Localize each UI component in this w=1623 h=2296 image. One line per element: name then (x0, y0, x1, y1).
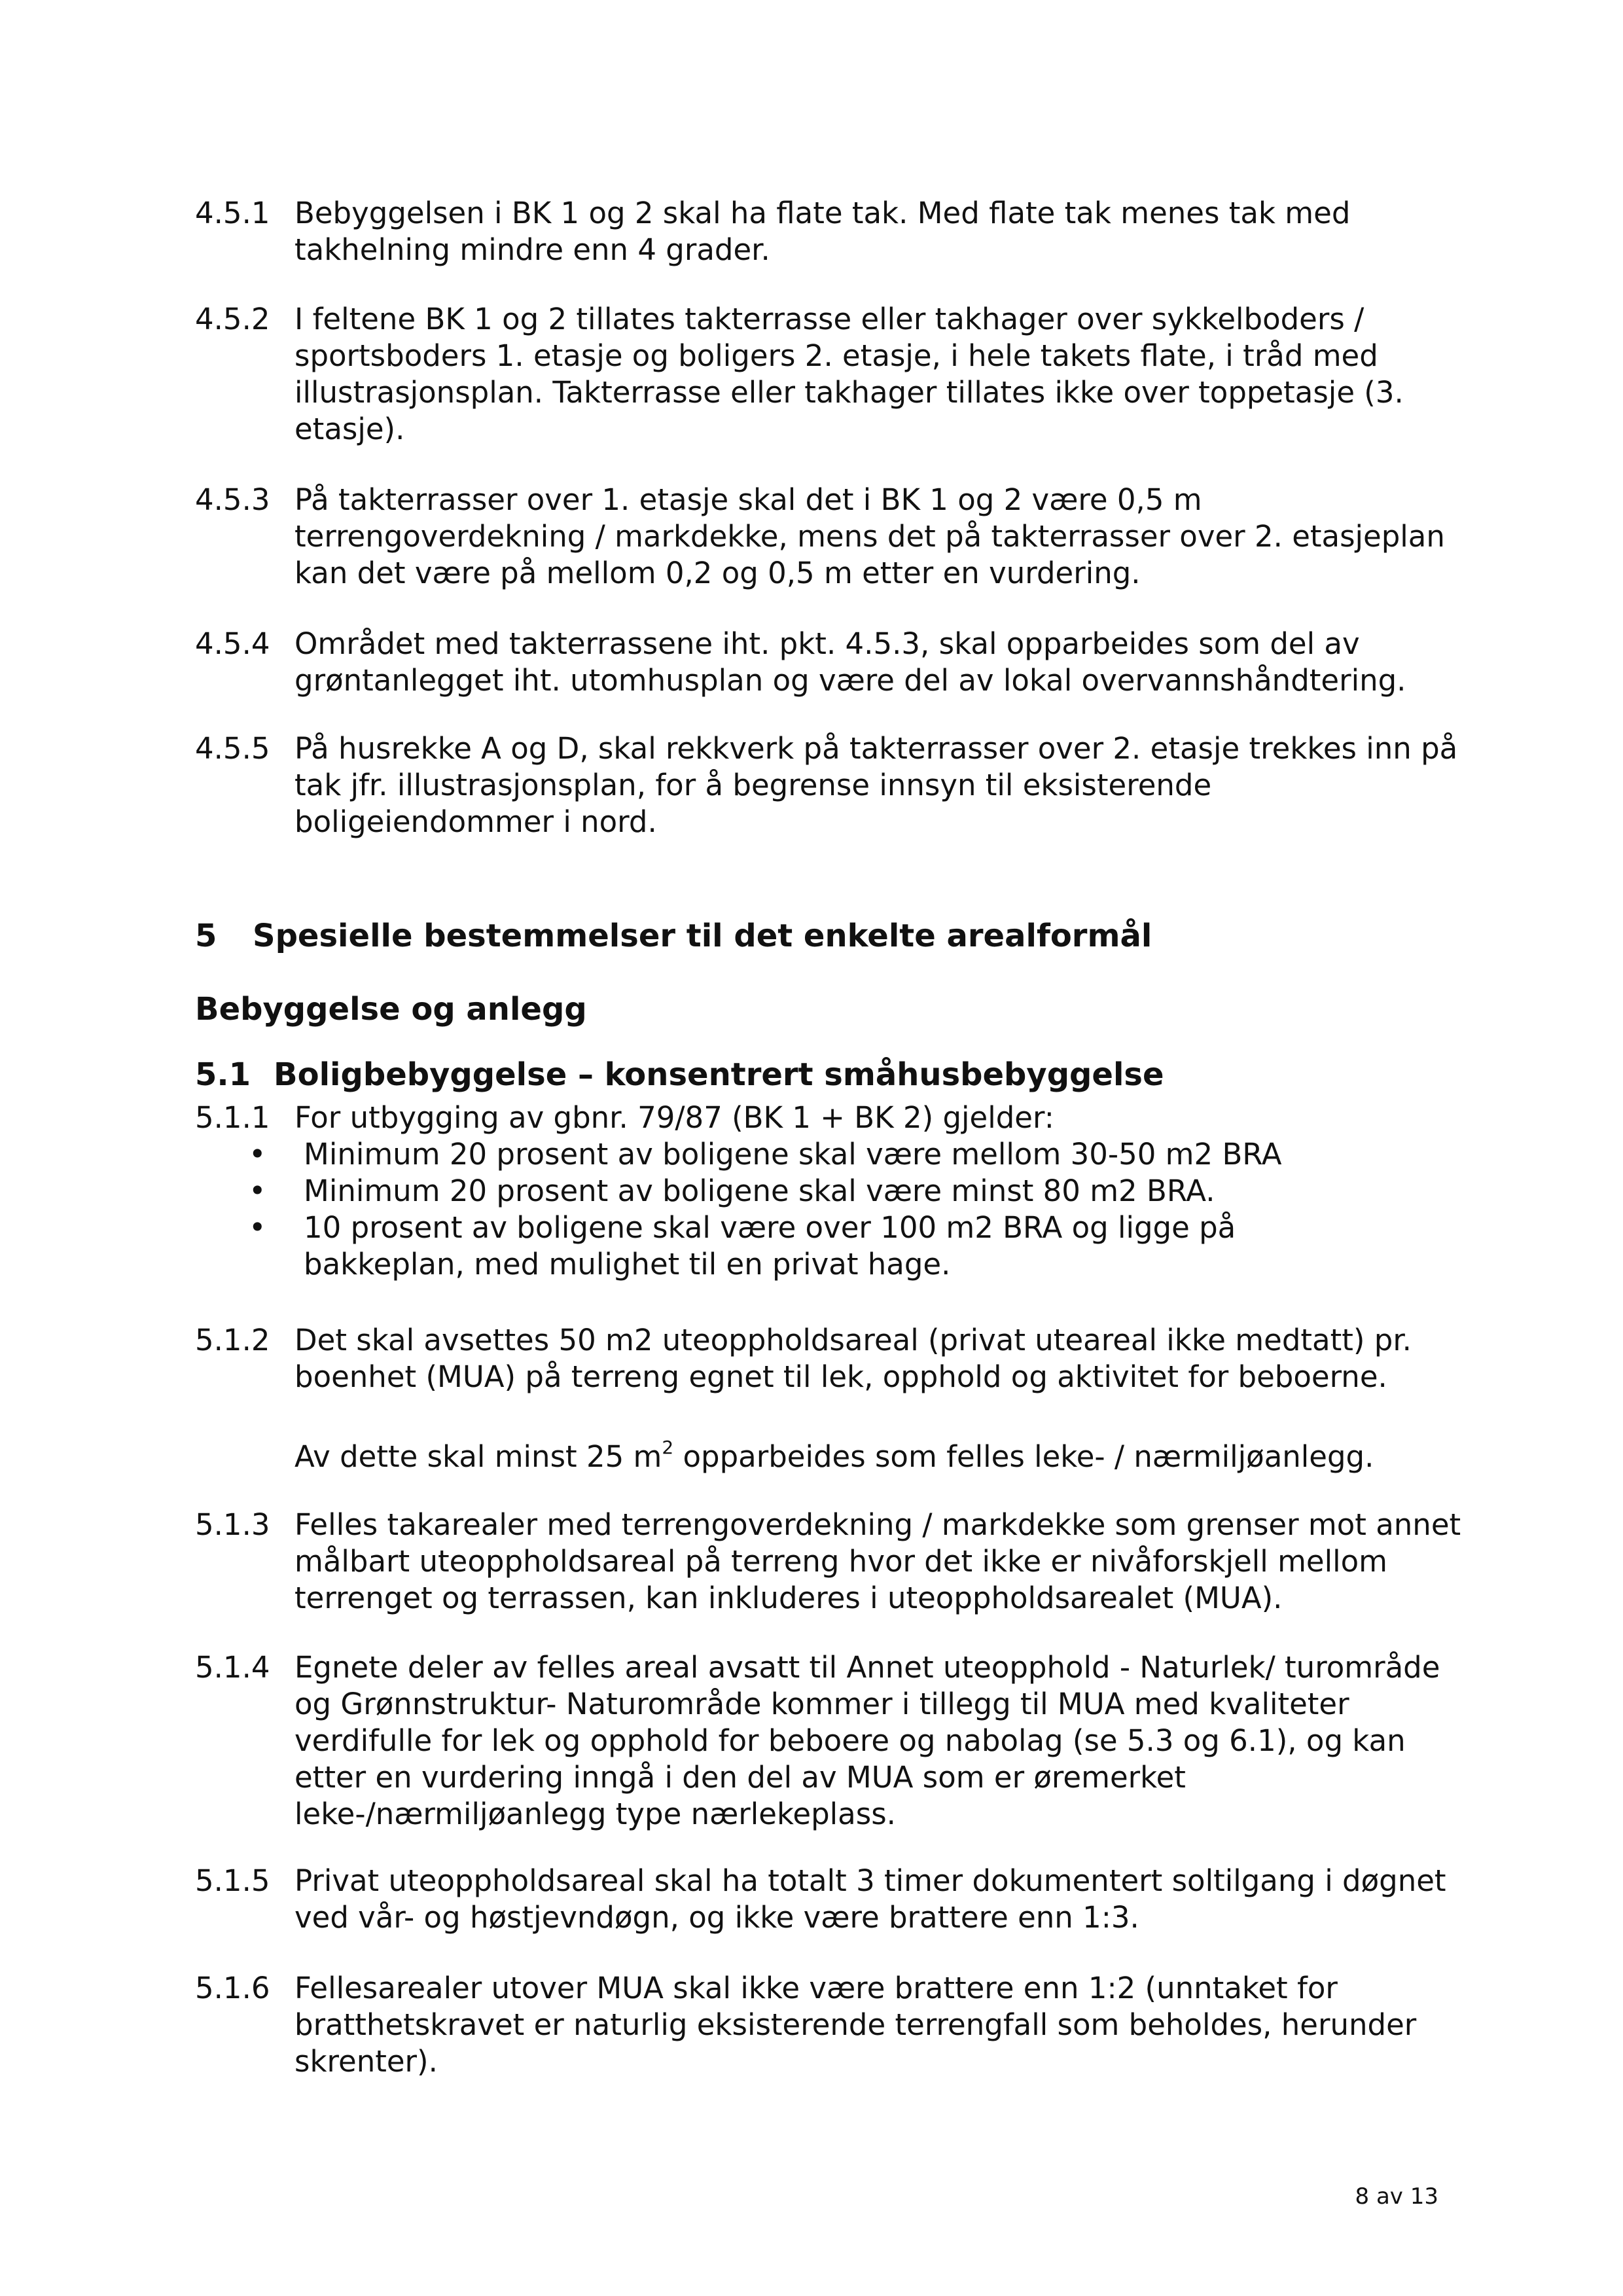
list-item: • 10 prosent av boligene skal være over 100 m2 BRA og ligge på bakkeplan, med mulighet til en privat hage. (249, 1210, 1361, 1283)
section-4-5-1 (195, 195, 1465, 268)
section-text: Det skal avsettes 50 m2 uteoppholdsareal (privat uteareal ikke medtatt) pr. boenhet (MUA) på terreng egnet til lek, opphold og aktivitet for beboerne. (294, 1323, 1412, 1394)
list-item: • Minimum 20 prosent av boligene skal være mellom 30-50 m2 BRA (249, 1136, 1361, 1173)
heading-section-5-1 (195, 1055, 1164, 1094)
heading-text: Boligbebyggelse – konsentrert småhusbebyggelse (274, 1056, 1164, 1093)
list-item: • Minimum 20 prosent av boligene skal være minst 80 m2 BRA. (249, 1173, 1361, 1210)
section-4-5-4 (195, 626, 1465, 699)
section-number: 5.1.3 (195, 1507, 270, 1542)
section-text: I feltene BK 1 og 2 tillates takterrasse eller takhager over sykkelboders / sportsboders 1. etasje og boligers 2. etasje, i hele takets flate, i tråd med illustrasjonsplan. Takterrasse eller takhager tillates ikke over toppetasje (3. etasje). (294, 302, 1404, 446)
section-4-5-3 (195, 482, 1465, 592)
section-text: Egnete deler av felles areal avsatt til Annet uteopphold - Naturlek/ turområde og Grønnstruktur- Naturområde kommer i tillegg til MUA med kvaliteter verdifulle for lek og opphold for beboere og nabolag (se 5.3 og 6.1), og kan etter en vurdering inngå i den del av MUA som er øremerket leke-/nærmiljøanlegg type nærlekeplass. (294, 1650, 1440, 1831)
section-5-1-3 (195, 1507, 1465, 1617)
section-number: 5.1.5 (195, 1863, 270, 1898)
section-text: Fellesarealer utover MUA skal ikke være brattere enn 1:2 (unntaket for bratthetskravet er naturlig eksisterende terrengfall som beholdes, herunder skrenter). (294, 1971, 1417, 2079)
section-4-5-5 (195, 730, 1465, 840)
section-number: 4.5.2 (195, 302, 270, 336)
section-text: På takterrasser over 1. etasje skal det i BK 1 og 2 være 0,5 m terrengoverdekning / markdekke, mens det på takterrasser over 2. etasjeplan kan det være på mellom 0,2 og 0,5 m etter en vurdering. (294, 482, 1445, 590)
requirement-list (249, 1136, 1361, 1283)
section-5-1-4 (195, 1649, 1465, 1833)
heading-section-5 (195, 916, 1152, 956)
section-number: 5.1.1 (195, 1100, 270, 1135)
section-5-1-2-note (294, 1439, 1374, 1475)
section-text: For utbygging av gbnr. 79/87 (BK 1 + BK 2) gjelder: (294, 1100, 1054, 1135)
heading-number: 5 (195, 918, 217, 954)
section-number: 5.1.2 (195, 1323, 270, 1357)
section-number: 4.5.4 (195, 626, 270, 661)
section-text: Området med takterrassene iht. pkt. 4.5.3, skal opparbeides som del av grøntanlegget iht. utomhusplan og være del av lokal overvannshåndtering. (294, 626, 1406, 698)
section-5-1-2 (195, 1322, 1465, 1395)
section-text: Bebyggelsen i BK 1 og 2 skal ha flate tak. Med flate tak menes tak med takhelning mindre enn 4 grader. (294, 196, 1351, 267)
section-text: Privat uteoppholdsareal skal ha totalt 3 timer dokumentert soltilgang i døgnet ved vår- og høstjevndøgn, og ikke være brattere enn 1:3. (294, 1863, 1446, 1935)
section-4-5-2 (195, 301, 1465, 448)
note-text: Av dette skal minst 25 m (294, 1439, 662, 1474)
page-number: 8 av 13 (1355, 2183, 1438, 2210)
section-5-1-6 (195, 1970, 1465, 2080)
note-text: opparbeides som felles leke- / nærmiljøanlegg. (673, 1439, 1374, 1474)
section-number: 4.5.1 (195, 196, 270, 230)
heading-number: 5.1 (195, 1056, 251, 1093)
section-text: Felles takarealer med terrengoverdekning / markdekke som grenser mot annet målbart uteoppholdsareal på terreng hvor det ikke er nivåforskjell mellom terrenget og terrassen, kan inkluderes i uteoppholdsarealet (MUA). (294, 1507, 1461, 1615)
section-text: På husrekke A og D, skal rekkverk på takterrasser over 2. etasje trekkes inn på tak jfr. illustrasjonsplan, for å begrense innsyn til eksisterende boligeiendommer i nord. (294, 731, 1458, 839)
section-number: 4.5.3 (195, 482, 270, 517)
section-number: 5.1.4 (195, 1650, 270, 1685)
section-5-1-5 (195, 1863, 1465, 1936)
superscript: 2 (662, 1437, 674, 1458)
heading-bebyggelse-og-anlegg: Bebyggelse og anlegg (195, 991, 587, 1028)
heading-text: Spesielle bestemmelser til det enkelte arealformål (253, 918, 1152, 954)
section-5-1-1 (195, 1100, 1465, 1136)
section-number: 4.5.5 (195, 731, 270, 766)
section-number: 5.1.6 (195, 1971, 270, 2005)
